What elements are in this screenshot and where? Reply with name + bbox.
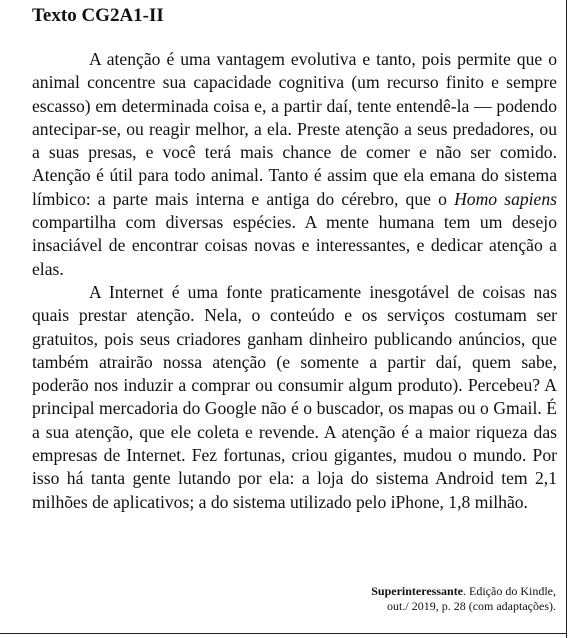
source-publication: Superinteressante — [371, 584, 464, 598]
source-line-2: out./ 2019, p. 28 (com adaptações). — [387, 599, 556, 613]
paragraph-1 — [32, 48, 557, 281]
paragraph-1-text-a: A atenção é uma vantagem evolutiva e tanto, pois permite que o animal concentre sua capacidade cognitiva (um recurso finito e sempre escasso) em determinada coisa e, a partir daí, tente entendê-la — podendo antecipar-se, ou reagir melhor, a ela. Preste atenção a seus predadores, ou a suas presas, e você terá mais chance de comer e não ser comido. Atenção é útil para todo animal. Tanto é assim que ela emana do sistema límbico: a parte mais interna e antiga do cérebro, que o — [32, 49, 557, 209]
paragraph-2-text: A Internet é uma fonte praticamente inesgotável de coisas nas quais prestar atenção. Nela, o conteúdo e os serviços costumam ser gratuitos, pois seus criadores ganham dinheiro publicando anúncios, que também atrairão nossa atenção (e somente a partir daí, quem sabe, poderão nos induzir a comprar ou consumir algum produto). Percebeu? A principal mercadoria do Google não é o buscador, os mapas ou o Gmail. É a sua atenção, que ele coleta e revende. A atenção é a maior riqueza das empresas de Internet. Fez fortunas, criou gigantes, mudou o mundo. Por isso há tanta gente lutando por ela: a loja do sistema Android tem 2,1 milhões de aplicativos; a do sistema utilizado pelo iPhone, 1,8 milhão. — [32, 281, 557, 512]
source-line-1 — [226, 584, 556, 599]
right-border-line — [566, 0, 567, 638]
document-body — [32, 48, 557, 514]
paragraph-2 — [32, 281, 557, 514]
bottom-border-line — [0, 633, 567, 634]
paragraph-1-italic-term: Homo sapiens — [454, 188, 557, 209]
source-edition: . Edição do Kindle, — [463, 584, 556, 598]
document-title: Texto CG2A1-II — [32, 5, 164, 26]
paragraph-1-text-b: compartilha com diversas espécies. A mente humana tem um desejo insaciável de encontrar coisas novas e interessantes, e dedicar atenção a elas. — [32, 212, 557, 279]
source-citation — [226, 584, 556, 614]
